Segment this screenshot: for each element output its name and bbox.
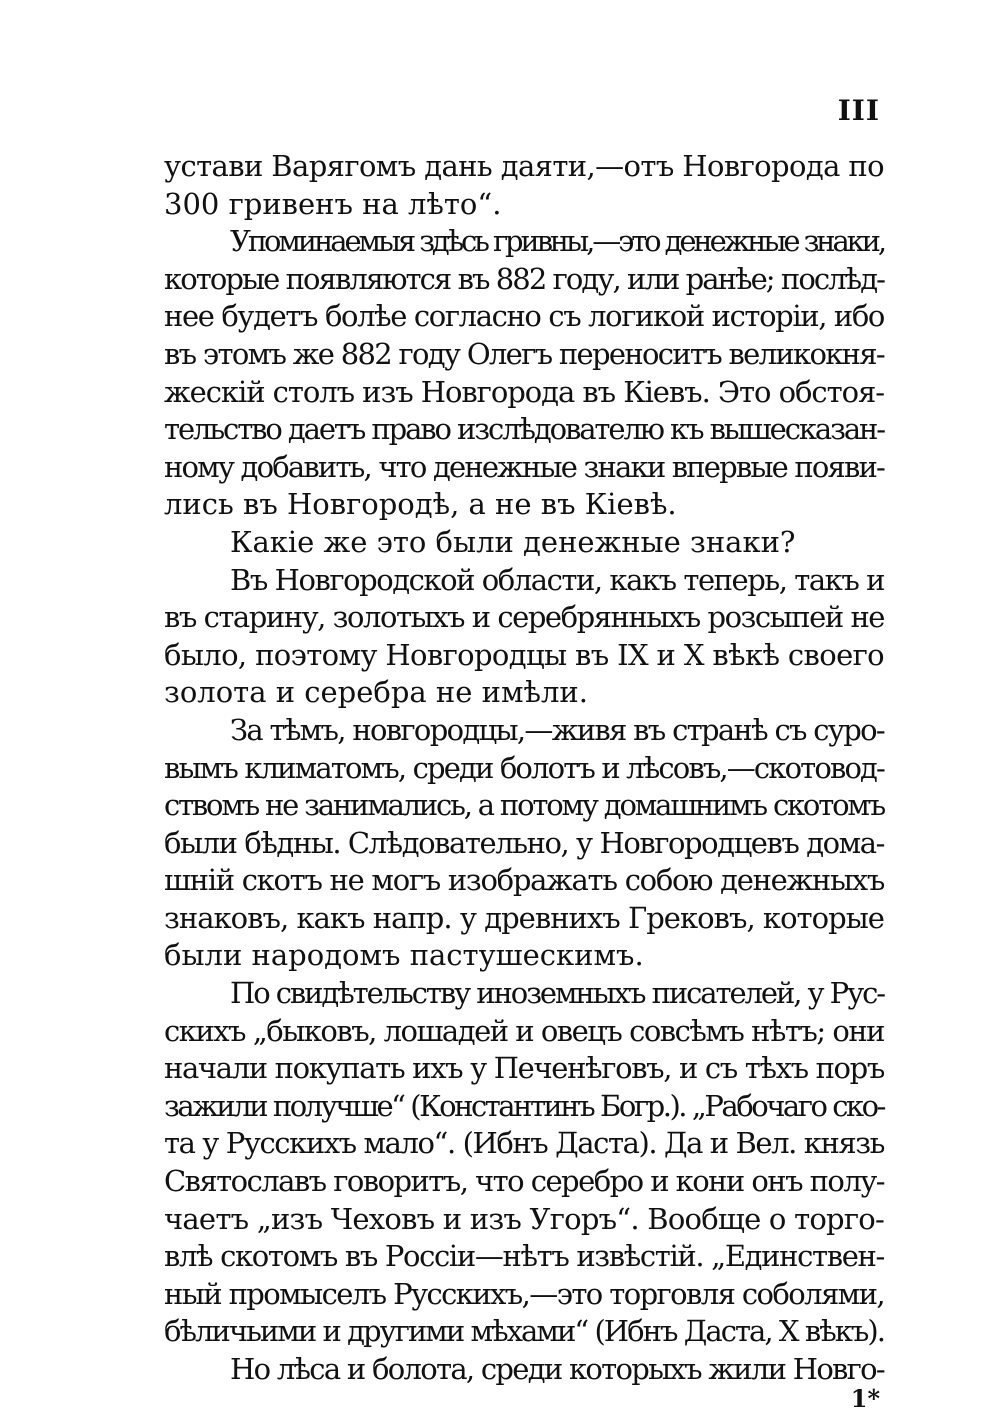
text-line: нее будетъ болѣе согласно съ логикой исторіи, ибо — [164, 299, 884, 334]
text-line: Въ Новгородской области, какъ теперь, такъ и — [230, 562, 884, 597]
text-line: По свидѣтельству иноземныхъ писателей, у Рус- — [230, 976, 884, 1011]
text-line: Но лѣса и болота, среди которыхъ жили Новго- — [230, 1352, 884, 1386]
text-line: Упоминаемыя здѣсь гривны,—это денежные знаки, — [230, 224, 884, 259]
text-line: За тѣмъ, новгородцы,—живя въ странѣ съ суро- — [230, 712, 884, 747]
text-line: ному добавить, что денежные знаки впервые появи- — [164, 449, 884, 484]
text-line: ствомъ не занимались, а потому домашнимъ скотомъ — [164, 788, 884, 823]
text-line: въ этомъ же 882 году Олегъ переноситъ великокня- — [164, 336, 884, 371]
page-number: III — [837, 94, 880, 127]
text-line: 300 гривенъ на лѣто“. — [164, 186, 502, 221]
text-line: тельство даетъ право изслѣдователю къ вышесказан- — [164, 412, 884, 447]
text-line: были народомъ пастушескимъ. — [164, 938, 644, 973]
signature-mark: 1* — [850, 1384, 880, 1413]
text-line: влѣ скотомъ въ Россіи—нѣтъ извѣстій. „Единствен- — [164, 1239, 884, 1274]
text-line: скихъ „быковъ, лошадей и овецъ совсѣмъ нѣтъ; они — [164, 1013, 884, 1048]
text-line: Святославъ говоритъ, что серебро и кони онъ полу- — [164, 1164, 884, 1199]
text-line: золота и серебра не имѣли. — [164, 675, 588, 710]
text-line: были бѣдны. Слѣдовательно, у Новгородцевъ дома- — [164, 825, 884, 860]
text-line: устави Варягомъ дань даяти,—отъ Новгорода по — [164, 149, 884, 183]
text-line: Какіе же это были денежные знаки? — [230, 524, 796, 559]
text-line: чаетъ „изъ Чеховъ и изъ Угоръ“. Вообще о торго- — [164, 1201, 884, 1236]
text-line: начали покупать ихъ у Печенѣговъ, и съ тѣхъ поръ — [164, 1051, 884, 1086]
text-line: въ старину, золотыхъ и серебрянныхъ розсыпей не — [164, 600, 885, 635]
text-line: было, поэтому Новгородцы въ IX и X вѣкѣ своего — [164, 637, 884, 672]
body-text — [164, 148, 884, 1389]
text-line: бѣличьими и другими мѣхами“ (Ибнъ Даста, X вѣкъ). — [164, 1314, 884, 1349]
text-line: вымъ климатомъ, среди болотъ и лѣсовъ,—скотовод- — [164, 750, 884, 785]
text-line: которые появляются въ 882 году, или ранѣе; послѣд- — [164, 261, 884, 296]
text-line: ный промыселъ Русскихъ,—это торговля соболями, — [164, 1276, 884, 1311]
text-line: зажили получше“ (Константинъ Богр.). „Рабочаго ско- — [164, 1088, 884, 1123]
text-line: жескій столъ изъ Новгорода въ Кіевъ. Это обстоя- — [164, 374, 884, 409]
text-line: знаковъ, какъ напр. у древнихъ Грековъ, которые — [164, 900, 884, 935]
text-line: та у Русскихъ мало“. (Ибнъ Даста). Да и Вел. князь — [164, 1126, 884, 1161]
text-line: шній скотъ не могъ изображать собою денежныхъ — [164, 863, 884, 898]
text-line: лись въ Новгородѣ, а не въ Кіевѣ. — [164, 487, 677, 522]
